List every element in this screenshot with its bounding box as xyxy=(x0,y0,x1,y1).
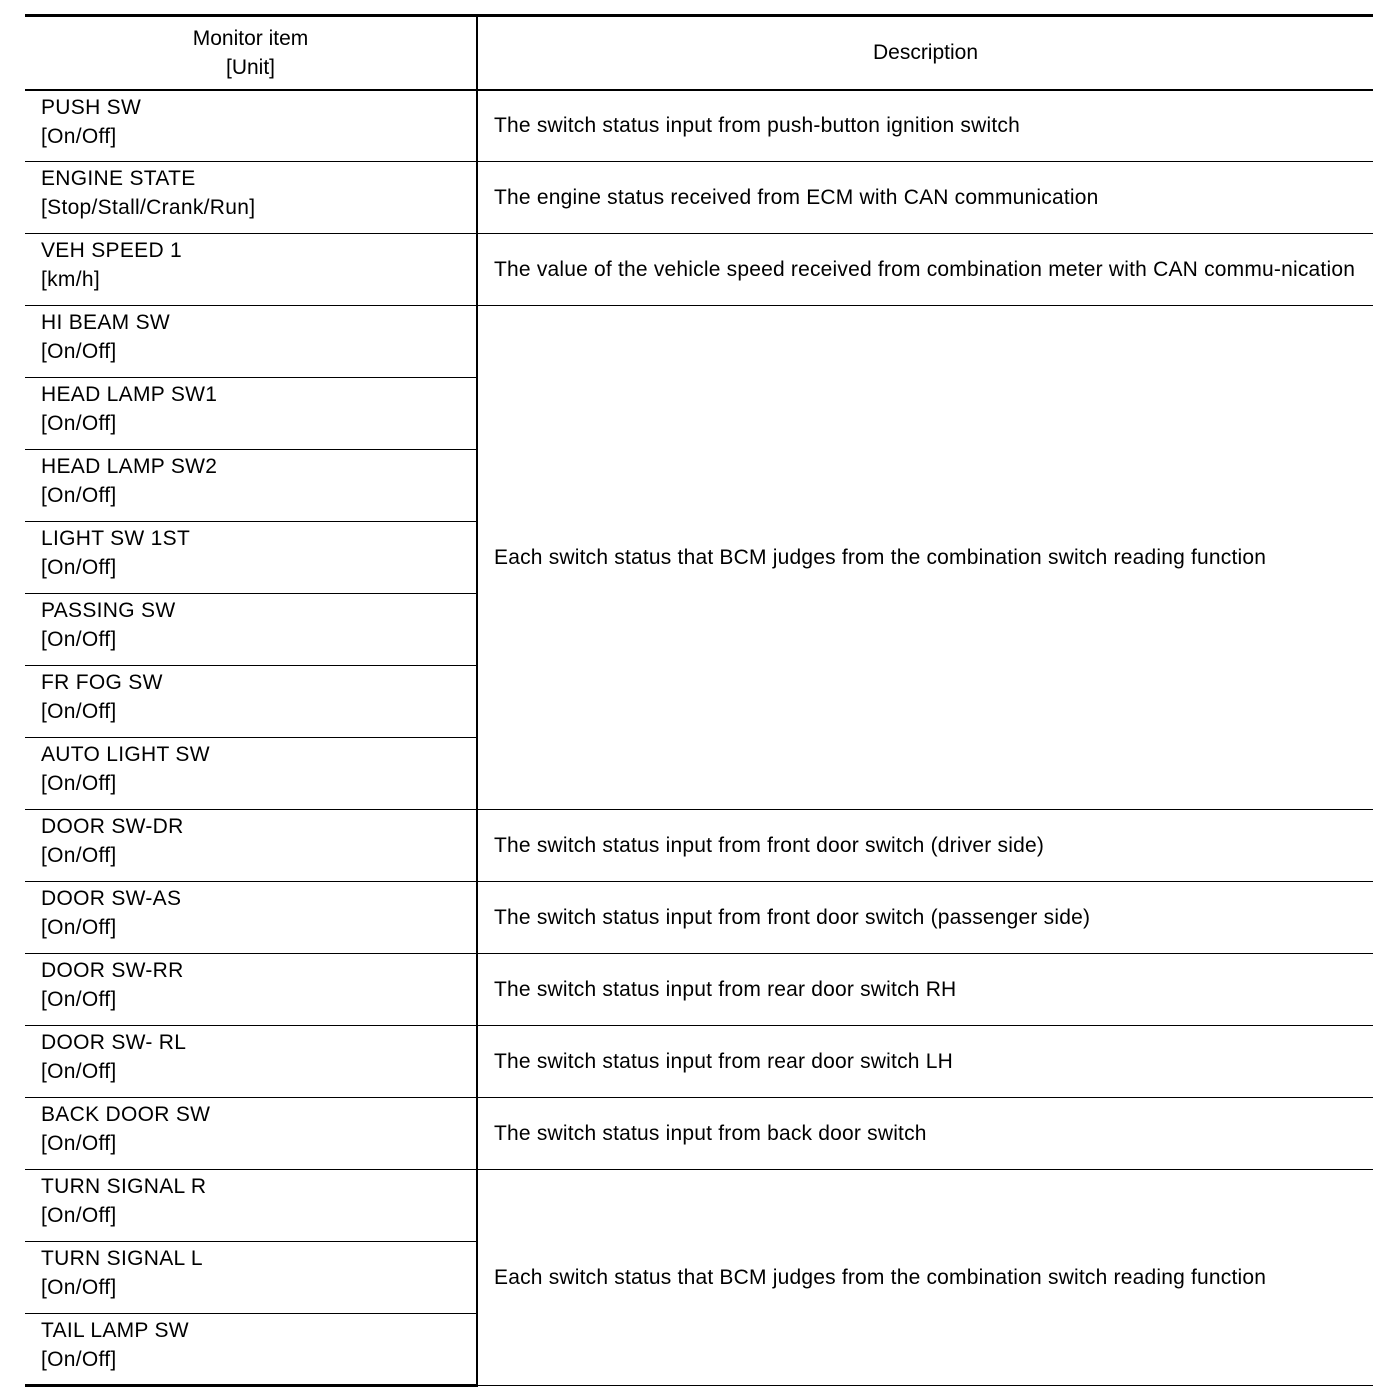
monitor-item-name: ENGINE STATE xyxy=(41,167,196,190)
monitor-item-unit: [On/Off] xyxy=(41,556,117,579)
monitor-item-unit: [On/Off] xyxy=(41,340,117,363)
monitor-item-name: AUTO LIGHT SW xyxy=(41,743,210,766)
monitor-item-name: HEAD LAMP SW1 xyxy=(41,383,218,406)
monitor-item-cell xyxy=(25,738,477,810)
table-row xyxy=(25,306,1373,378)
monitor-item-cell xyxy=(25,954,477,1026)
description-cell: The switch status input from back door switch xyxy=(477,1098,1373,1170)
monitor-item-unit: [On/Off] xyxy=(41,1132,117,1155)
table-row xyxy=(25,162,1373,234)
monitor-item-cell xyxy=(25,594,477,666)
header-monitor-item xyxy=(25,16,477,90)
monitor-item-name: TURN SIGNAL L xyxy=(41,1247,203,1270)
description-cell: The value of the vehicle speed received from combination meter with CAN commu-nication xyxy=(477,234,1373,306)
monitor-item-cell xyxy=(25,306,477,378)
monitor-item-cell xyxy=(25,882,477,954)
monitor-item-name: DOOR SW- RL xyxy=(41,1031,187,1054)
monitor-item-name: HI BEAM SW xyxy=(41,311,171,334)
table-row xyxy=(25,954,1373,1026)
header-unit-label: [Unit] xyxy=(225,55,275,79)
description-cell: Each switch status that BCM judges from the combination switch reading function xyxy=(477,306,1373,810)
monitor-item-name: PASSING SW xyxy=(41,599,176,622)
description-cell: The switch status input from rear door switch LH xyxy=(477,1026,1373,1098)
monitor-item-unit: [On/Off] xyxy=(41,844,117,867)
monitor-item-cell xyxy=(25,450,477,522)
header-monitor-item-label: Monitor item xyxy=(192,26,309,50)
table-row xyxy=(25,234,1373,306)
monitor-item-unit: [On/Off] xyxy=(41,1204,117,1227)
monitor-item-unit: [On/Off] xyxy=(41,700,117,723)
monitor-item-name: PUSH SW xyxy=(41,95,142,119)
table-body xyxy=(25,90,1373,1386)
monitor-item-unit: [On/Off] xyxy=(41,1348,117,1371)
header-description: Description xyxy=(477,16,1373,90)
monitor-item-name: DOOR SW-AS xyxy=(41,887,182,910)
description-cell: The engine status received from ECM with CAN communication xyxy=(477,162,1373,234)
table-row xyxy=(25,90,1373,162)
monitor-item-cell xyxy=(25,234,477,306)
monitor-item-name: TURN SIGNAL R xyxy=(41,1175,207,1198)
table-row xyxy=(25,1026,1373,1098)
table-row xyxy=(25,1098,1373,1170)
monitor-item-cell xyxy=(25,1314,477,1386)
description-cell: The switch status input from rear door switch RH xyxy=(477,954,1373,1026)
monitor-item-unit: [Stop/Stall/Crank/Run] xyxy=(41,196,256,219)
monitor-item-cell xyxy=(25,1026,477,1098)
monitor-item-unit: [km/h] xyxy=(41,268,100,291)
monitor-item-name: VEH SPEED 1 xyxy=(41,239,183,262)
monitor-item-name: DOOR SW-RR xyxy=(41,959,184,982)
monitor-item-cell xyxy=(25,162,477,234)
monitor-item-table xyxy=(25,14,1373,1387)
monitor-item-unit: [On/Off] xyxy=(41,1276,117,1299)
description-cell: The switch status input from front door switch (driver side) xyxy=(477,810,1373,882)
monitor-item-name: FR FOG SW xyxy=(41,671,163,694)
header-row xyxy=(25,16,1373,90)
table-row xyxy=(25,1170,1373,1242)
monitor-item-name: HEAD LAMP SW2 xyxy=(41,455,218,478)
table-row xyxy=(25,810,1373,882)
table-row xyxy=(25,882,1373,954)
monitor-item-unit: [On/Off] xyxy=(41,124,117,148)
monitor-item-cell xyxy=(25,1242,477,1314)
monitor-item-unit: [On/Off] xyxy=(41,412,117,435)
description-cell: The switch status input from front door switch (passenger side) xyxy=(477,882,1373,954)
monitor-item-cell xyxy=(25,810,477,882)
monitor-item-unit: [On/Off] xyxy=(41,916,117,939)
monitor-item-name: LIGHT SW 1ST xyxy=(41,527,191,550)
monitor-item-cell xyxy=(25,1098,477,1170)
monitor-item-unit: [On/Off] xyxy=(41,484,117,507)
monitor-item-cell xyxy=(25,90,477,162)
monitor-item-cell xyxy=(25,666,477,738)
monitor-item-unit: [On/Off] xyxy=(41,772,117,795)
monitor-item-name: BACK DOOR SW xyxy=(41,1103,211,1126)
monitor-item-unit: [On/Off] xyxy=(41,988,117,1011)
monitor-item-name: DOOR SW-DR xyxy=(41,815,184,838)
monitor-item-name: TAIL LAMP SW xyxy=(41,1319,189,1342)
monitor-item-unit: [On/Off] xyxy=(41,1060,117,1083)
monitor-item-cell xyxy=(25,378,477,450)
monitor-item-cell xyxy=(25,1170,477,1242)
description-cell: Each switch status that BCM judges from the combination switch reading function xyxy=(477,1170,1373,1386)
monitor-item-cell xyxy=(25,522,477,594)
monitor-item-unit: [On/Off] xyxy=(41,628,117,651)
description-cell: The switch status input from push-button ignition switch xyxy=(477,90,1373,162)
